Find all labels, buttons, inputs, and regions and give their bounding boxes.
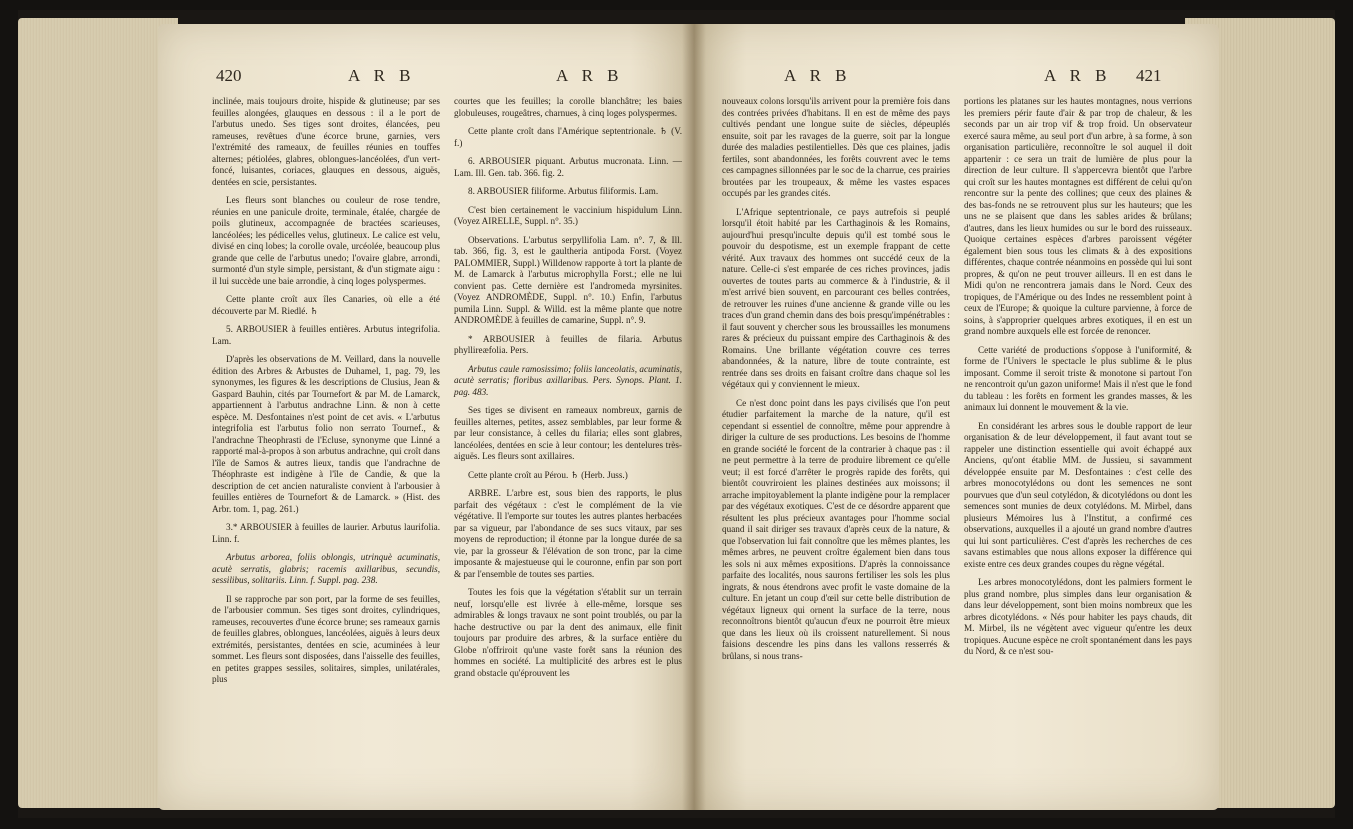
paragraph: L'Afrique septentrionale, ce pays autrefois si peuplé lorsqu'il étoit habité par les Carthaginois & les Romains, aujourd'hui presqu'inculte depuis qu'il est tombé sous le pouvoir du despotisme, est un exemple frappant de cette vérité. Aux travaux des hommes ont succédé ceux de la nature. Celle-ci s'est emparée de ces riches provinces, jadis ouvertes de toutes parts au commerce & à l'industrie, & il m'est arrivé bien souvent, en parcourant ces belles contrées, de retrouver les ruines d'une ancienne & grande ville ou les traces d'un grand chemin dans des bois presqu'impénétrables : il faut souvent y chercher sous les broussailles les monumens rares & précieux du puissant empire des Carthaginois & des Romains. Une brillante végétation couvre ces terres abandonnées, & la nature, libre de toute contrainte, est rentrée dans ses droits en faisant croître dans chaque sol les végétaux qui y conviennent le mieux. bbox=[722, 206, 950, 389]
right-column-2 bbox=[964, 96, 1192, 665]
running-head-left-2: A R B bbox=[556, 66, 624, 85]
entry-heading: * ARBOUSIER à feuilles de filaria. Arbutus phyllireæfolia. Pers. bbox=[454, 333, 682, 355]
book-edge-left bbox=[18, 18, 178, 808]
entry-heading: 8. ARBOUSIER filiforme. Arbutus filiformis. Lam. bbox=[468, 186, 659, 196]
paragraph: Toutes les fois que la végétation s'établit sur un terrain neuf, lorsqu'elle est livrée à elle-même, lorsque ses admirables & longs travaux ne sont point troublés, ou par la hache destructive ou par la dent des animaux, elle finit toujours par produire des arbres, & la surface entière du Globe n'offriroit qu'une vaste forêt sans la réunion des hommes en société. La multiplicité des arbres est le plus grand obstacle qu'éprouvent les bbox=[454, 587, 682, 678]
page-number-left: 420 bbox=[216, 66, 242, 85]
paragraph: nouveaux colons lorsqu'ils arrivent pour la première fois dans des contrées privées d'habitans. Il en est de même des pays cultivés pendant une longue suite de siècles, dépeuplés ensuite, soit par les ravages de la guerre, soit par la longue durée des maladies pestilentielles. Dès que ces plaines, jadis fertiles, sont abandonnées, les forêts couvrent avec le tems ces campagnes sillonnées par le soc de la charrue, ces prairies broutées par les troupeaux, & même les vastes espaces occupés par les grandes cités. bbox=[722, 96, 950, 198]
right-page bbox=[694, 24, 1219, 810]
paragraph: Cette plante croît au Pérou. ♄ (Herb. Juss.) bbox=[468, 469, 628, 480]
entry-heading: 5. ARBOUSIER à feuilles entières. Arbutus integrifolia. Lam. bbox=[212, 324, 440, 346]
open-book bbox=[18, 10, 1335, 818]
page-number-right: 421 bbox=[1136, 66, 1162, 85]
paragraph: portions les platanes sur les hautes montagnes, nous verrions les premiers périr faute d'air & par trop de chaleur, & les seconds par un air trop vif & trop froid. Un observateur exercé saura même, au seul port d'un arbre, à sa forme, à son organisation particulière, reconnoître le sol auquel il doit appartenir : ce sera un trait de lumière de plus pour la direction de leur culture. Il s'appercevra bientôt que l'arbre qui croît sur les hautes montagnes est différent de celui qu'on rencontre sur la pente des collines; que ceux des plaines & des bas-fonds ne se retrouvent plus sur les hauteurs; que les uns ne se plaisent que dans les sables arides & brûlans; d'autres, dans les lieux humides ou sur le bord des ruisseaux. Quoique certaines espèces d'arbres paroissent végéter également bien sous tous les climats & à des expositions différentes, chaque contrée néanmoins en possède qui lui sont propres, & qu'on ne peut trouver ailleurs. Il en est dans le Midi qu'on ne rencontrera jamais dans le Nord. Ceux des tropiques, de l'Amérique ou des Indes ne ressemblent point à ceux de l'Europe; & quoique la culture parvienne, à force de soins, à s'approprier quelques arbres exotiques, il en est un grand nombre auxquels elle est forcée de renoncer. bbox=[964, 96, 1192, 336]
left-page bbox=[158, 24, 694, 810]
paragraph: Les fleurs sont blanches ou couleur de rose tendre, réunies en une panicule droite, terminale, étalée, chargée de poils glutineux, accompagnée de bractées scarieuses, lancéolées; les pédicelles velus, glutineux. Le calice est velu, divisé en cinq lobes; la corolle ovale, urcéolée, beaucoup plus grande que celle de l'arbutus unedo; l'ovaire glabre, arrondi, surmonté d'un style simple, persistant, & d'un stigmate aigu : il lui succède une baie arrondie, à cinq loges polyspermes. bbox=[212, 195, 440, 286]
entry-heading: 3.* ARBOUSIER à feuilles de laurier. Arbutus laurifolia. Linn. f. bbox=[212, 522, 440, 544]
latin-diagnosis: Arbutus arborea, foliis oblongis, utrinquè acuminatis, acutè serratis, glabris; racemis axillaribus, secundis, sessilibus, solitariis. Linn. f. Suppl. pag. 238. bbox=[212, 552, 440, 585]
paragraph: En considérant les arbres sous le double rapport de leur organisation & de leur développement, il faut avant tout se rappeler une distinction essentielle qui avoit échappé aux Anciens, qu'ont établie MM. de Jussieu, si savamment développée ensuite par M. Desfontaines : c'est celle des arbres monocotylédons ou dont les semences ne sont pourvues que d'un seul cotylédon, & dicotylédons ou dont les semences sont munies de deux cotylédons. M. Mirbel, dans plusieurs Mémoires lus à l'Institut, a confirmé ces observations, auxquelles il a ajouté un grand nombre d'autres qui lui sont particulières. C'est d'après les recherches de ces savans estimables que nous allons exposer la différence qui existe entre ces deux grandes coupes du règne végétal. bbox=[964, 420, 1192, 569]
paragraph: inclinée, mais toujours droite, hispide & glutineuse; par ses feuilles alongées, glauques en dessous : il a le port de l'arbutus unedo. Ses tiges sont droites, élancées, peu rameuses, revêtues d'une écorce brune, garnies, vers l'extrémité des rameaux, de feuilles réunies en touffes alternes; pétiolées, glabres, oblongues-lancéolées, d'un vert-foncé, luisantes, coriaces, glauques en dessous, aiguës, dentées en scie, persistantes. bbox=[212, 96, 440, 187]
paragraph: courtes que les feuilles; la corolle blanchâtre; les baies globuleuses, rougeâtres, charnues, à cinq loges polyspermes. bbox=[454, 96, 682, 118]
running-head-right-2: A R B bbox=[1044, 66, 1112, 85]
paragraph: Il se rapproche par son port, par la forme de ses feuilles, de l'arbousier commun. Ses tiges sont droites, cylindriques, rameuses, recouvertes d'une écorce brune; ses rameaux garnis de feuilles glabres, oblongues, lancéolées, aiguës à leurs deux extrémités, persistantes, dentées en scie, acuminées à leur sommet. Les fleurs sont disposées, dans l'aisselle des feuilles, en petites grappes sessiles, solitaires, simples, unilatérales, plus bbox=[212, 593, 440, 684]
paragraph: Ce n'est donc point dans les pays civilisés que l'on peut étudier parfaitement la marche de la nature, qu'il est cependant si essentiel de connoître, même pour apprendre à diriger la culture de ses productions. Les besoins de l'homme en grande société le forcent de la contrarier à chaque pas : il ne peut permettre à la terre de produire librement ce qu'elle veut; il est forcé d'arrêter le progrès rapide des forêts, qui bientôt couvriroient les plaines destinées aux moissons; il arrache impitoyablement la plante indigène pour la remplacer par des végétaux exotiques. C'est de ce désordre apparent que résultent les plus précieux avantages pour l'homme social quand il sait diriger ses travaux d'après ceux de la nature, & que l'observation lui fait connoître que les mêmes plantes, les mêmes arbres, ne peuvent croître également bien dans tous les sols ni aux mêmes expositions. D'après la connoissance parfaite des localités, nous saurons fertiliser les sols les plus ingrats, & nous étendrons avec profit le vaste domaine de la culture. En jetant un coup d'œil sur cette belle distribution de végétaux ligneux qui ornent la surface de la terre, nous reconnoîtrons bientôt qu'aucun d'eux ne pourroit être mieux que dans les lieux où ils croissent naturellement. Si nous faisions descendre les pins dans les vallons resserrés & brûlans, si nous trans- bbox=[722, 397, 950, 661]
running-head-right: A R B bbox=[784, 66, 852, 85]
paragraph: Les arbres monocotylédons, dont les palmiers forment le plus grand nombre, plus simples dans leur organisation & dans leur développement, sont bien moins nombreux que les arbres dicotylédons. « Nés pour habiter les pays chauds, dit M. Mirbel, ils ne végètent avec vigueur qu'entre les deux tropiques. Aucune espèce ne croît spontanément dans les pays du Nord, & ce n'est sou- bbox=[964, 577, 1192, 656]
paragraph: Observations. L'arbutus serpyllifolia Lam. n°. 7, & Ill. tab. 366, fig. 3, est le gaultheria antipoda Forst. (Voyez PALOMMIER, Suppl.) Willdenow rapporte à tort la plante de M. de Lamarck à l'arbutus microphylla Forst.; elle ne lui convient pas. Cette dernière est l'andromeda myrsinites. (Voyez ANDROMÈDE, Suppl. n°. 10.) Enfin, l'arbutus pumila Linn. Suppl. & Willd. est la même plante que notre ANDROMÈDE à feuilles de camarine, Suppl. n°. 9. bbox=[454, 234, 682, 325]
left-column-1 bbox=[212, 96, 440, 693]
paragraph: Cette plante croît dans l'Amérique septentrionale. ♄ (V. f.) bbox=[454, 126, 682, 148]
paragraph: D'après les observations de M. Veillard, dans la nouvelle édition des Arbres & Arbustes de Duhamel, 1, pag. 79, les synonymes, les figures & les descriptions de Clusius, Jean & Gaspard Bauhin, cités par Tournefort & par M. de Lamarck, appartiennent à l'arbutus andrachne Linn. & non à cette espèce. M. Desfontaines n'est point de cet avis. « L'arbutus integrifolia est l'arbutus folio non serrato Tournef., & l'andrachne Theophrasti de l'Ecluse, synonyme que Linné a rapporté mal-à-propos à son arbutus andrachne, qui croît dans l'île de Samos & autres lieux, tandis que l'andrachne de Théophraste est indigène à l'île de Candie, & que la description de cet ancien naturaliste convient à l'arbousier à feuilles entières de Tournefort & de Lamarck. » (Hist. des Arbr. tom. 1, pag. 261.) bbox=[212, 354, 440, 514]
latin-diagnosis: Arbutus caule ramosissimo; foliis lanceolatis, acuminatis, acutè serratis; floribus axillaribus. Pers. Synops. Plant. 1. pag. 483. bbox=[454, 363, 682, 397]
left-column-2 bbox=[454, 96, 682, 686]
paragraph: C'est bien certainement le vaccinium hispidulum Linn. (Voyez AIRELLE, Suppl. n°. 35.) bbox=[454, 204, 682, 226]
paragraph: Ses tiges se divisent en rameaux nombreux, garnis de feuilles alternes, petites, assez semblables, par leur forme & par leur consistance, à celles du filaria; elles sont glabres, lancéolées, dentées en scie à leur contour; les dentelures très-aiguës. Les fleurs sont axillaires. bbox=[454, 405, 682, 461]
entry-heading: 6. ARBOUSIER piquant. Arbutus mucronata. Linn. — Lam. Ill. Gen. tab. 366. fig. 2. bbox=[454, 156, 682, 178]
paragraph: ARBRE. L'arbre est, sous bien des rapports, le plus parfait des végétaux : c'est le complément de la vie végétative. Il l'emporte sur toutes les autres plantes herbacées par sa vigueur, par l'abondance de ses sucs vitaux, par ses moyens de reproduction; il étonne par la longue durée de sa vie, par la grosseur & l'élévation de son tronc, par la cime imposante & majestueuse qui le couronne, enfin par son port & par l'ensemble de toutes ses parties. bbox=[454, 488, 682, 579]
paragraph: Cette variété de productions s'oppose à l'uniformité, & forme de l'Univers le spectacle le plus sublime & le plus imposant. Comme il seroit triste & monotone si partout l'on ne rencontroit qu'un gazon uniforme! Mais il n'est que le fond du tableau : les forêts en forment les grandes masses, & les animaux lui donnent le mouvement & la vie. bbox=[964, 344, 1192, 412]
paragraph: Cette plante croît aux îles Canaries, où elle a été découverte par M. Riedlé. ♄ bbox=[212, 294, 440, 316]
running-head-left: A R B bbox=[348, 66, 416, 85]
right-column-1 bbox=[722, 96, 950, 669]
